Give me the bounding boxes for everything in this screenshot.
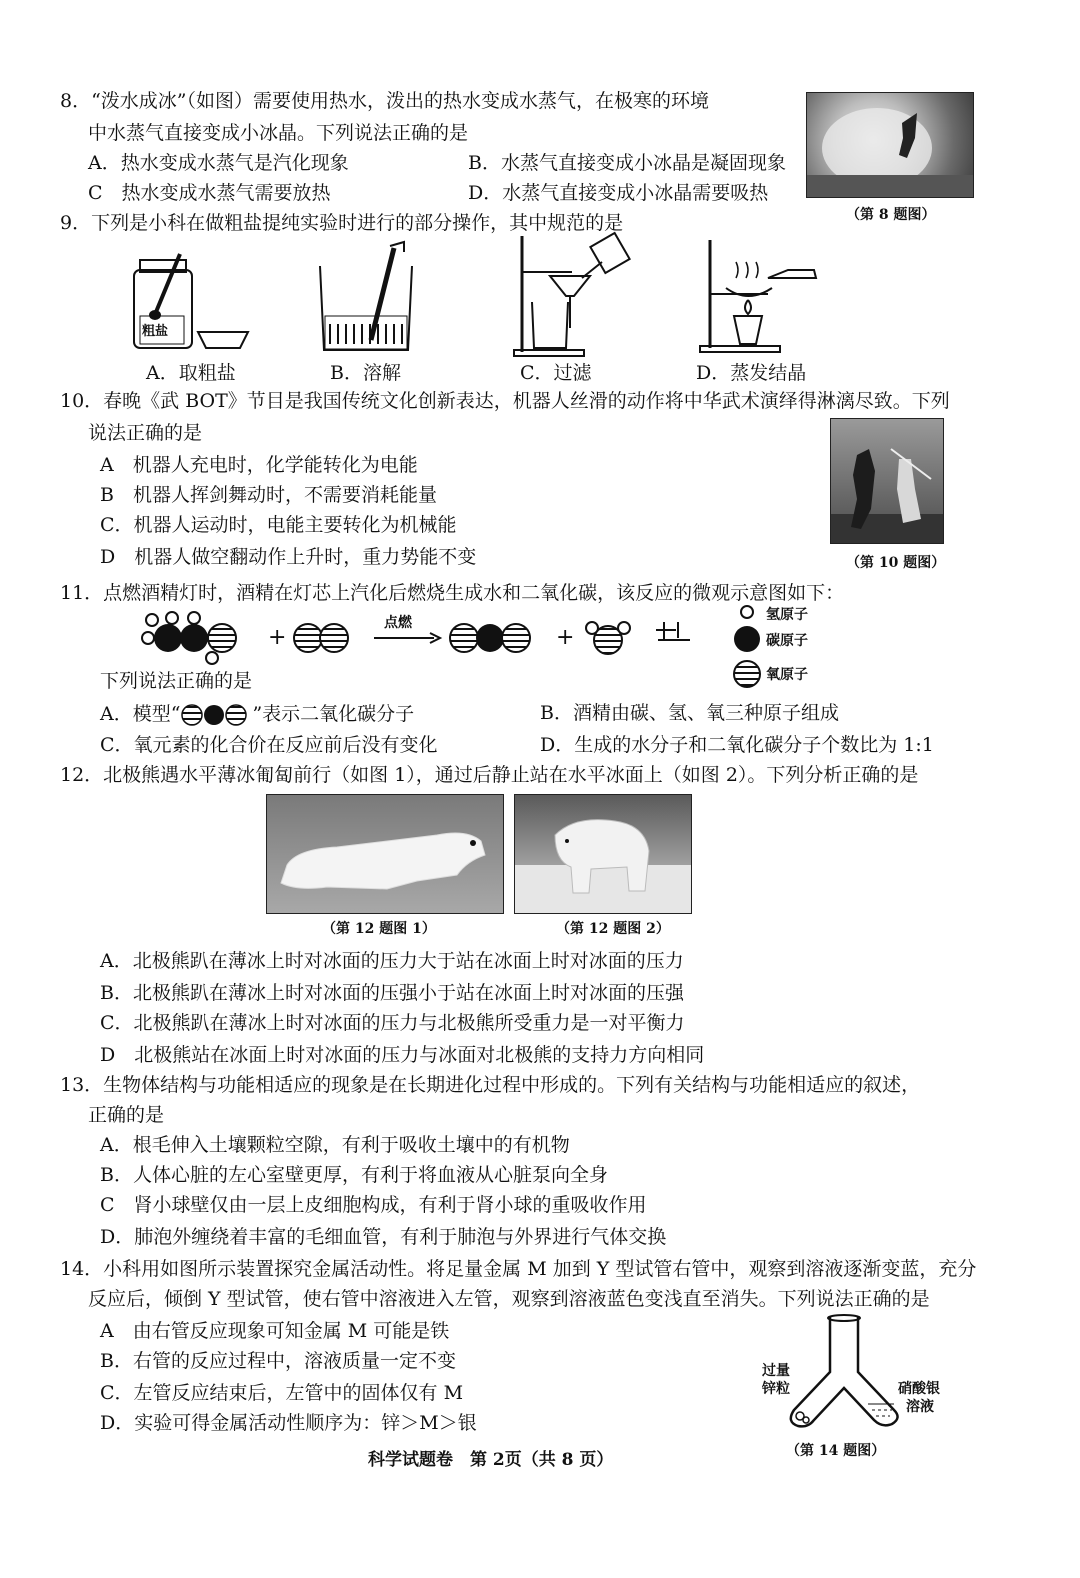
q11-stem: 11．点燃酒精灯时，酒精在灯芯上汽化后燃烧生成水和二氧化碳，该反应的微观示意图如下： xyxy=(60,582,845,604)
co2-model-icon xyxy=(180,704,252,726)
q14-option-b: B．右管的反应过程中，溶液质量一定不变 xyxy=(100,1350,456,1372)
q12-option-d: D 北极熊站在冰面上时对冰面的压力与冰面对北极熊的支持力方向相同 xyxy=(100,1044,705,1066)
q9-figure-d-evaporate xyxy=(696,238,836,358)
q11-legend-oxygen: 氧原子 xyxy=(766,667,808,683)
q11-option-a xyxy=(100,704,414,726)
q9-option-b: B．溶解 xyxy=(330,362,401,384)
q9-option-a: A．取粗盐 xyxy=(146,362,236,384)
q10-figure-photo xyxy=(830,418,944,544)
q11-reaction-diagram xyxy=(138,608,738,668)
q11-legend-hydrogen: 氢原子 xyxy=(766,607,808,623)
q14-label-left-line2: 锌粒 xyxy=(762,1381,790,1397)
q9-figure-a-take-salt xyxy=(128,240,268,360)
q9-option-d: D．蒸发结晶 xyxy=(696,362,807,384)
q12-figure1-photo xyxy=(266,794,504,914)
q12-option-b: B．北极熊趴在薄冰上时对冰面的压强小于站在冰面上时对冰面的压强 xyxy=(100,982,684,1004)
q10-stem-line1: 10．春晚《武 BOT》节目是我国传统文化创新表达，机器人丝滑的动作将中华武术演绎得淋漓尽致。下列 xyxy=(60,390,950,412)
q14-y-tube-figure xyxy=(778,1316,948,1436)
q12-stem: 12．北极熊遇水平薄冰匍匐前行（如图 1），通过后静止站在水平冰面上（如图 2）。下列分析正确的是 xyxy=(60,764,919,786)
q9-jar-label: 粗盐 xyxy=(142,324,169,339)
q14-label-right-line1: 硝酸银 xyxy=(898,1381,940,1397)
q10-option-c: C．机器人运动时，电能主要转化为机械能 xyxy=(100,514,457,536)
q14-label-left-line1: 过量 xyxy=(762,1363,790,1379)
q9-figure-b-dissolve xyxy=(316,240,416,360)
q8-stem-line2: 中水蒸气直接变成小冰晶。下列说法正确的是 xyxy=(88,122,469,144)
q10-option-a: A 机器人充电时，化学能转化为电能 xyxy=(100,454,418,476)
ethanol-molecule xyxy=(142,612,236,664)
svg-text:+: + xyxy=(556,625,575,650)
q13-stem-line2: 正确的是 xyxy=(88,1104,165,1126)
q11-option-c: C．氧元素的化合价在反应前后没有变化 xyxy=(100,734,438,756)
q12-caption2: （第 12 题图 2） xyxy=(556,921,670,937)
q10-option-b: B 机器人挥剑舞动时，不需要消耗能量 xyxy=(100,484,437,506)
q8-option-b: B．水蒸气直接变成小冰晶是凝固现象 xyxy=(468,152,786,174)
q13-option-b: B．人体心脏的左心室壁更厚，有利于将血液从心脏泵向全身 xyxy=(100,1164,608,1186)
svg-text:+: + xyxy=(268,625,287,650)
q8-option-d: D．水蒸气直接变成小冰晶需要吸热 xyxy=(468,182,769,204)
q9-option-c: C．过滤 xyxy=(520,362,592,384)
q13-option-d: D．肺泡外缠绕着丰富的毛细血管，有利于肺泡与外界进行气体交换 xyxy=(100,1226,667,1248)
q9-stem: 9．下列是小科在做粗盐提纯实验时进行的部分操作，其中规范的是 xyxy=(60,212,624,234)
q8-option-c: C 热水变成水蒸气需要放热 xyxy=(88,182,331,204)
q8-figure-photo xyxy=(806,92,974,198)
q12-option-a: A．北极熊趴在薄冰上时对冰面的压力大于站在冰面上时对冰面的压力 xyxy=(100,950,684,972)
page-footer: 科学试题卷 第 2页（共 8 页） xyxy=(368,1450,614,1470)
q14-caption: （第 14 题图） xyxy=(786,1443,886,1459)
q14-option-d: D．实验可得金属活动性顺序为：锌＞M＞银 xyxy=(100,1412,477,1434)
q8-stem-line1: 8．“泼水成冰”（如图）需要使用热水，泼出的热水变成水蒸气，在极寒的环境 xyxy=(60,90,710,112)
q13-option-c: C 肾小球壁仅由一层上皮细胞构成，有利于肾小球的重吸收作用 xyxy=(100,1194,647,1216)
q14-option-c: C．左管反应结束后，左管中的固体仅有 M xyxy=(100,1382,464,1404)
q8-option-a: A．热水变成水蒸气是汽化现象 xyxy=(88,152,349,174)
q14-stem-line2: 反应后，倾倒 Y 型试管，使右管中溶液进入左管，观察到溶液蓝色变浅直至消失。下列说法正确的是 xyxy=(88,1288,930,1310)
q10-caption: （第 10 题图） xyxy=(846,555,946,571)
q11-legend-carbon: 碳原子 xyxy=(766,633,808,649)
q9-figure-c-filter xyxy=(512,232,632,362)
q13-option-a: A．根毛伸入土壤颗粒空隙，有利于吸收土壤中的有机物 xyxy=(100,1134,570,1156)
q11-option-a-suffix: ”表示二氧化碳分子 xyxy=(252,703,415,725)
q14-label-right-line2: 溶液 xyxy=(906,1399,934,1415)
q14-stem-line1: 14．小科用如图所示装置探究金属活动性。将足量金属 M 加到 Y 型试管右管中，观察到溶液逐渐变蓝，充分 xyxy=(60,1258,977,1280)
q12-option-c: C．北极熊趴在薄冰上时对冰面的压力与北极熊所受重力是一对平衡力 xyxy=(100,1012,685,1034)
q11-option-b: B．酒精由碳、氢、氧三种原子组成 xyxy=(540,702,839,724)
q10-stem-line2: 说法正确的是 xyxy=(88,422,203,444)
q11-option-d: D．生成的水分子和二氧化碳分子个数比为 1:1 xyxy=(540,734,934,756)
q14-option-a: A 由右管反应现象可知金属 M 可能是铁 xyxy=(100,1320,450,1342)
q11-question-stem: 下列说法正确的是 xyxy=(100,670,253,692)
q8-caption: （第 8 题图） xyxy=(846,207,936,223)
q12-caption1: （第 12 题图 1） xyxy=(322,921,436,937)
q11-legend-icons xyxy=(732,604,762,694)
q13-stem-line1: 13．生物体结构与功能相适应的现象是在长期进化过程中形成的。下列有关结构与功能相适应的叙述， xyxy=(60,1074,921,1096)
q11-condition: 点燃 xyxy=(384,615,412,631)
q11-option-a-prefix: A．模型“ xyxy=(100,703,181,725)
q10-option-d: D 机器人做空翻动作上升时，重力势能不变 xyxy=(100,546,477,568)
q12-figure2-photo xyxy=(514,794,692,914)
